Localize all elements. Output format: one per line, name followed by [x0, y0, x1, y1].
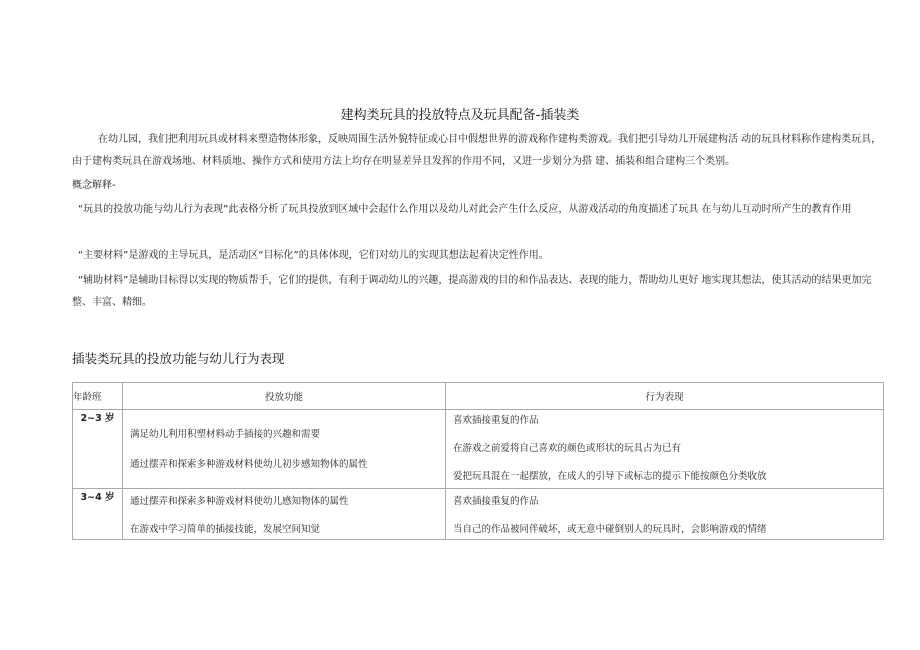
header-function: 投放功能	[123, 383, 446, 410]
function-cell	[123, 410, 446, 489]
concept-paragraph-3: “辅助材料”是辅助目标得以实现的物质帮手，它们的提供，有利于调动幼儿的兴趣，提高游戏的目的和作品表达、表现的能力，帮助幼儿更好 地实现其想法，使其活动的结果更加完整、丰富、精细。	[72, 275, 872, 308]
behavior-item: 在游戏之前爱将自己喜欢的颜色或形状的玩具占为已有	[453, 443, 682, 454]
behavior-item: 喜欢插接重复的作品	[453, 415, 539, 426]
behavior-item: 喜欢插接重复的作品	[453, 496, 539, 507]
table-row	[73, 410, 884, 489]
header-age: 年龄班	[73, 383, 123, 410]
concept-paragraph-1: “玩具的投放功能与幼儿行为表现”此表格分析了玩具投放到区域中会起什么作用以及幼儿对此会产生什么反应，从游戏活动的角度描述了玩具 在与幼儿互动时所产生的教育作用	[78, 204, 852, 215]
behavior-cell	[446, 489, 884, 540]
concept-heading: 概念解释-	[72, 180, 116, 191]
concept-paragraph-2: “主要材料”是游戏的主导玩具，是活动区“目标化”的具体体现，它们对幼儿的实现其想法起着决定性作用。	[78, 250, 549, 261]
table-header-row	[73, 383, 884, 410]
header-behavior: 行为表现	[446, 383, 884, 410]
age-cell: 3~4 岁	[73, 489, 123, 540]
behavior-cell	[446, 410, 884, 489]
function-item: 在游戏中学习简单的插接技能，发展空间知觉	[130, 524, 321, 535]
behavior-table	[72, 382, 884, 540]
function-item: 满足幼儿利用积塑材料动手插接的兴趣和需要	[130, 429, 321, 440]
function-item: 通过摆弄和探索多种游戏材料使幼儿初步感知物体的属性	[130, 459, 368, 470]
age-cell: 2~3 岁	[73, 410, 123, 489]
function-cell	[123, 489, 446, 540]
behavior-item: 爱把玩具混在一起摆放，在成人的引导下或标志的提示下能按颜色分类收放	[453, 471, 767, 482]
intro-paragraph: 在幼儿园，我们把利用玩具或材料来塑造物体形象，反映周围生活外貌特征或心目中假想世界的游戏称作建构类游戏。我们把引导幼儿开展建构活 动的玩具材料称作建构类玩具，由于建构类玩具在游戏场地、材料质地、操作方式和使用方法上均存在明显差异且发挥的作用不同，又进一步划分为搭 建、插装和组合建构三个类别。	[72, 134, 882, 167]
behavior-item: 当自己的作品被同伴破坏，或无意中碰倒别人的玩具时，会影响游戏的情绪	[453, 524, 767, 535]
table-row	[73, 489, 884, 540]
function-item: 通过摆弄和探索多种游戏材料使幼儿感知物体的属性	[130, 496, 349, 507]
table-caption: 插装类玩具的投放功能与幼儿行为表现	[72, 351, 285, 366]
document-title: 建构类玩具的投放特点及玩具配备-插装类	[340, 108, 580, 123]
